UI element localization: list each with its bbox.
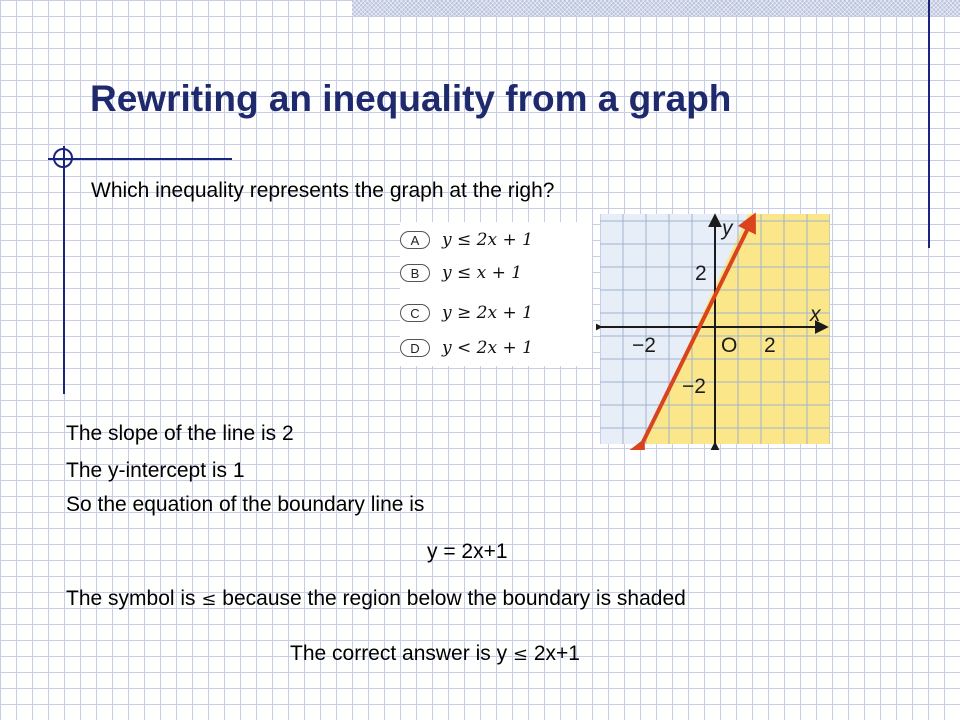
choice-a-letter: A	[400, 231, 430, 249]
symbol-explanation-start: The symbol is	[66, 587, 202, 610]
choice-d-letter: D	[400, 339, 430, 357]
decorative-vertical-rule-left	[63, 146, 65, 394]
answer-text	[290, 641, 580, 668]
choice-b-letter: B	[400, 264, 430, 282]
boundary-equation: y = 2x+1	[427, 540, 508, 563]
answer-choices	[400, 222, 592, 366]
choice-b	[400, 261, 522, 285]
answer-text-start: The correct answer is y	[290, 642, 513, 665]
less-equal-symbol: ≤	[201, 589, 217, 610]
x-axis-label: x	[810, 303, 821, 326]
choice-c-expression: y ≥ 2x + 1	[442, 303, 533, 323]
decorative-vertical-rule-right	[928, 0, 930, 248]
decorative-circle-ornament	[53, 148, 73, 168]
y-axis-label: y	[722, 217, 733, 240]
choice-d-expression: y < 2x + 1	[442, 338, 533, 358]
choice-d	[400, 336, 533, 360]
x-tick-neg2: −2	[632, 334, 656, 357]
origin-label: O	[721, 334, 738, 357]
symbol-explanation	[66, 586, 686, 613]
choice-a	[400, 228, 533, 252]
slide-title: Rewriting an inequality from a graph	[90, 78, 732, 119]
equation-intro-text: So the equation of the boundary line is	[66, 493, 425, 516]
choice-c	[400, 301, 533, 325]
decorative-horizontal-rule	[48, 158, 232, 160]
symbol-explanation-end: because the region below the boundary is shaded	[216, 587, 686, 610]
x-tick-2: 2	[764, 334, 776, 357]
intercept-text: The y-intercept is 1	[66, 459, 245, 482]
choice-c-letter: C	[400, 304, 430, 322]
choice-a-expression: y ≤ 2x + 1	[442, 230, 533, 250]
inequality-graph	[596, 208, 840, 450]
decorative-top-band	[352, 0, 960, 16]
slope-text: The slope of the line is 2	[66, 422, 294, 445]
y-tick-neg2: −2	[682, 375, 706, 398]
y-tick-2: 2	[695, 262, 707, 285]
question-text: Which inequality represents the graph at the righ?	[91, 179, 555, 202]
answer-text-end: 2x+1	[528, 642, 580, 665]
choice-b-expression: y ≤ x + 1	[442, 263, 523, 283]
answer-less-equal-symbol: ≤	[512, 644, 528, 665]
